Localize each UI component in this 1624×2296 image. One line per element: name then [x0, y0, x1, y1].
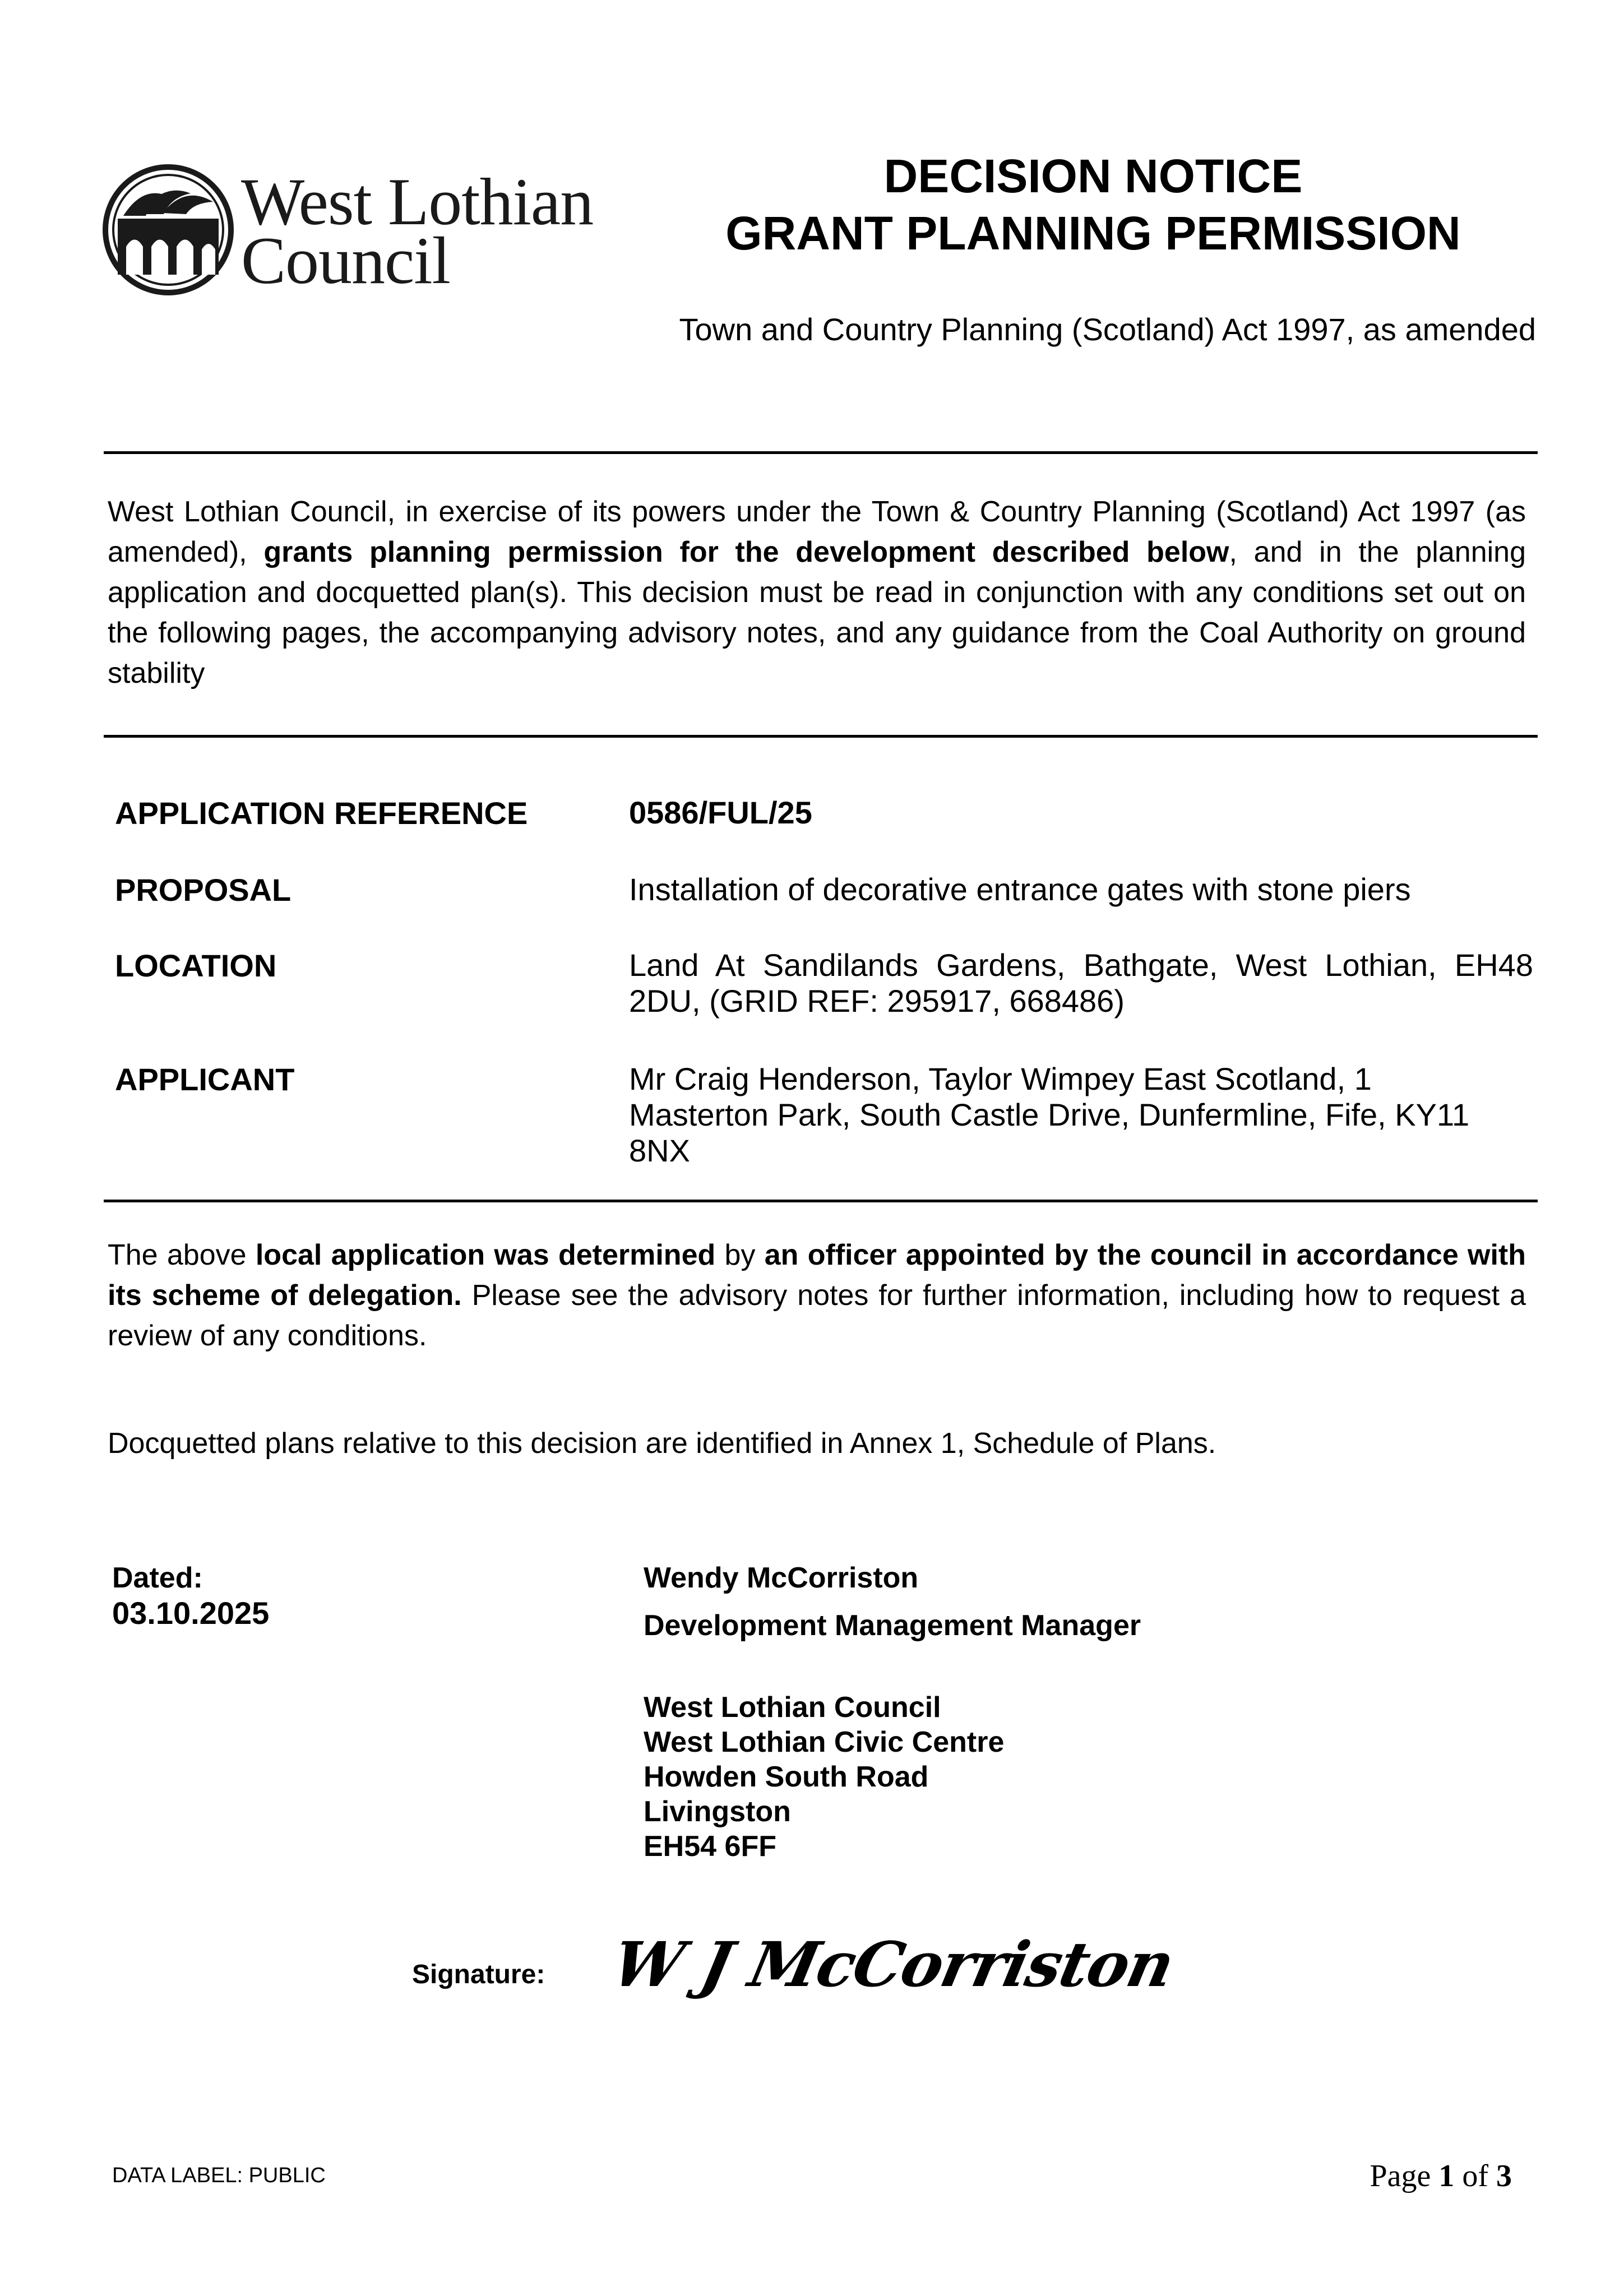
intro-text-1: West Lothian Council, in exercise of its powers under the Town & Country Planning (Scotland) Act 1997 (as amended), — [108, 496, 1526, 568]
notice-title: DECISION NOTICE — [883, 150, 1303, 202]
divider-1 — [104, 451, 1538, 454]
page-total: 3 — [1496, 2159, 1512, 2193]
page-of: of — [1454, 2159, 1496, 2193]
divider-2 — [104, 735, 1538, 738]
applicant-line: Mr Craig Henderson, Taylor Wimpey East Scotland, 1 — [629, 1061, 1372, 1096]
council-address — [644, 1690, 1004, 1864]
page-number — [1369, 2158, 1512, 2194]
page-current: 1 — [1438, 2159, 1455, 2193]
act-reference: Town and Country Planning (Scotland) Act 1997, as amended — [679, 312, 1536, 347]
officer-name: Wendy McCorriston — [644, 1562, 919, 1594]
applicant-value — [629, 1061, 1533, 1169]
determination-text: The above — [108, 1239, 256, 1271]
intro-text-2: , and in the planning application and docquetted plan(s). This decision must be read in conjunction with any conditions set out on the following pages, the accompanying advisory notes, and any guidance from the Coal Authority on ground stability — [108, 536, 1526, 689]
address-line: West Lothian Council — [644, 1691, 941, 1724]
applicant-line: Masterton Park, South Castle Drive, Dunfermline, Fife, KY11 — [629, 1097, 1470, 1132]
address-line: Howden South Road — [644, 1761, 929, 1793]
ref-value: 0586/FUL/25 — [629, 795, 812, 830]
dated-label: Dated: — [112, 1562, 203, 1594]
logo-text-line1: West Lothian — [241, 164, 594, 239]
location-value: Land At Sandilands Gardens, Bathgate, West Lothian, EH48 2DU, (GRID REF: 295917, 668486) — [629, 947, 1533, 1019]
officer-title: Development Management Manager — [644, 1609, 1141, 1642]
location-label: LOCATION — [115, 948, 277, 983]
address-line: EH54 6FF — [644, 1830, 776, 1863]
council-logo — [101, 157, 605, 303]
page-word: Page — [1369, 2159, 1439, 2193]
logo-text-line2: Council — [241, 223, 450, 298]
intro-paragraph — [108, 492, 1526, 693]
address-line: West Lothian Civic Centre — [644, 1726, 1005, 1758]
council-emblem-icon — [101, 163, 235, 297]
proposal-value: Installation of decorative entrance gates with stone piers — [629, 872, 1411, 907]
handwritten-signature: W J McCorriston — [606, 1928, 1180, 2001]
determination-bold: local application was determined — [255, 1239, 716, 1271]
applicant-label: APPLICANT — [115, 1062, 295, 1097]
determination-paragraph — [108, 1235, 1526, 1356]
dated-value: 03.10.2025 — [112, 1595, 270, 1631]
notice-subtitle: GRANT PLANNING PERMISSION — [725, 207, 1461, 260]
divider-3 — [104, 1200, 1538, 1202]
proposal-label: PROPOSAL — [115, 872, 292, 908]
determination-bold: an officer appointed by the council in accordance with its scheme of delegation. — [108, 1239, 1526, 1312]
plans-note: Docquetted plans relative to this decision are identified in Annex 1, Schedule of Plans. — [108, 1427, 1216, 1460]
signature-label: Signature: — [412, 1960, 545, 1989]
determination-text: Please see the advisory notes for further information, including how to request a review of any conditions. — [108, 1279, 1526, 1352]
address-line: Livingston — [644, 1795, 791, 1828]
ref-label: APPLICATION REFERENCE — [115, 795, 528, 831]
data-label: DATA LABEL: PUBLIC — [112, 2164, 326, 2187]
applicant-line: 8NX — [629, 1133, 690, 1168]
determination-text: by — [715, 1239, 765, 1271]
intro-bold-text: grants planning permission for the development described below — [263, 536, 1229, 568]
